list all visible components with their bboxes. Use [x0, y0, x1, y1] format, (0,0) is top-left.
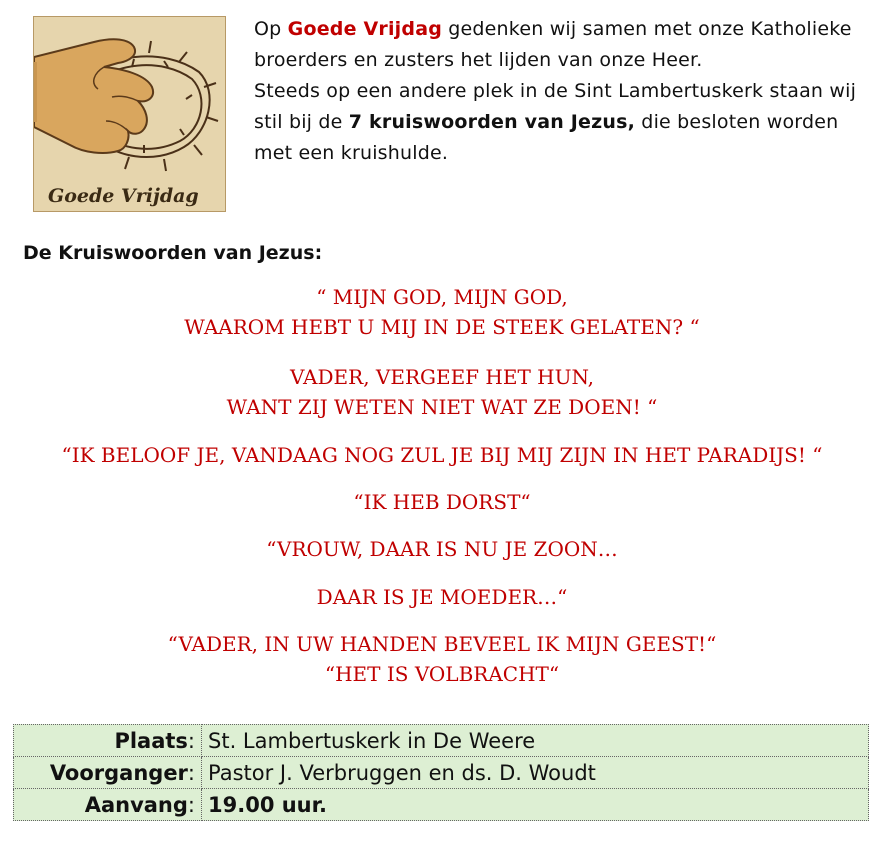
- kruiswoord-1-line-1: “ MIJN GOD, MIJN GOD,: [316, 285, 568, 309]
- colon: :: [187, 728, 195, 753]
- place-value: St. Lambertuskerk in De Weere: [202, 725, 869, 757]
- section-heading: De Kruiswoorden van Jezus:: [23, 242, 323, 264]
- goede-vrijdag-logo: [33, 16, 226, 212]
- kruiswoord-1-line-2: WAAROM HEBT U MIJ IN DE STEEK GELATEN? “: [184, 315, 700, 339]
- intro-text-segment: Op: [254, 18, 288, 40]
- table-row: [14, 757, 869, 789]
- intro-text-segment: die besloten worden met een kruishulde.: [254, 111, 839, 164]
- table-row: [14, 789, 869, 821]
- logo-caption: Goede Vrijdag: [48, 185, 199, 207]
- kruiswoord-7-line-2: “HET IS VOLBRACHT“: [324, 662, 560, 686]
- kruiswoorden-list: [0, 282, 884, 689]
- colon: :: [187, 792, 195, 817]
- intro-text-segment: gedenken wij samen met onze Katholieke broerders en zusters het lijden van onze Heer.: [254, 18, 852, 71]
- kruiswoord-6: DAAR IS JE MOEDER…“: [316, 585, 568, 609]
- kruiswoord-3: “IK BELOOF JE, VANDAAG NOG ZUL JE BIJ MIJ ZIJN IN HET PARADIJS! “: [61, 443, 823, 467]
- colon: :: [187, 760, 195, 785]
- intro-text: [254, 14, 874, 169]
- hand-holding-crown-of-thorns-icon: [34, 17, 226, 212]
- kruiswoord-2-line-2: WANT ZIJ WETEN NIET WAT ZE DOEN! “: [226, 395, 658, 419]
- kruiswoord-5: “VROUW, DAAR IS NU JE ZOON…: [266, 537, 618, 561]
- goede-vrijdag-highlight: Goede Vrijdag: [287, 18, 443, 40]
- intro-paragraph-1: [254, 14, 874, 76]
- start-label: Aanvang: [84, 792, 188, 817]
- kruiswoord-4: “IK HEB DORST“: [353, 490, 531, 514]
- kruiswoord-2-line-1: VADER, VERGEEF HET HUN,: [289, 365, 595, 389]
- kruiswoord-7-line-1: “VADER, IN UW HANDEN BEVEEL IK MIJN GEEST!“: [167, 632, 717, 656]
- table-row: [14, 725, 869, 757]
- kruiswoorden-highlight: 7 kruiswoorden van Jezus,: [348, 111, 636, 133]
- intro-text-segment: Steeds op een andere plek in de Sint Lambertuskerk staan wij stil bij de: [254, 80, 857, 133]
- start-value: 19.00 uur.: [202, 789, 869, 821]
- intro-paragraph-2: [254, 76, 874, 169]
- service-info-table: [13, 724, 869, 821]
- start-label-cell: [14, 789, 202, 821]
- place-label-cell: [14, 725, 202, 757]
- place-label: Plaats: [114, 728, 188, 753]
- leader-value: Pastor J. Verbruggen en ds. D. Woudt: [202, 757, 869, 789]
- leader-label-cell: [14, 757, 202, 789]
- leader-label: Voorganger: [49, 760, 188, 785]
